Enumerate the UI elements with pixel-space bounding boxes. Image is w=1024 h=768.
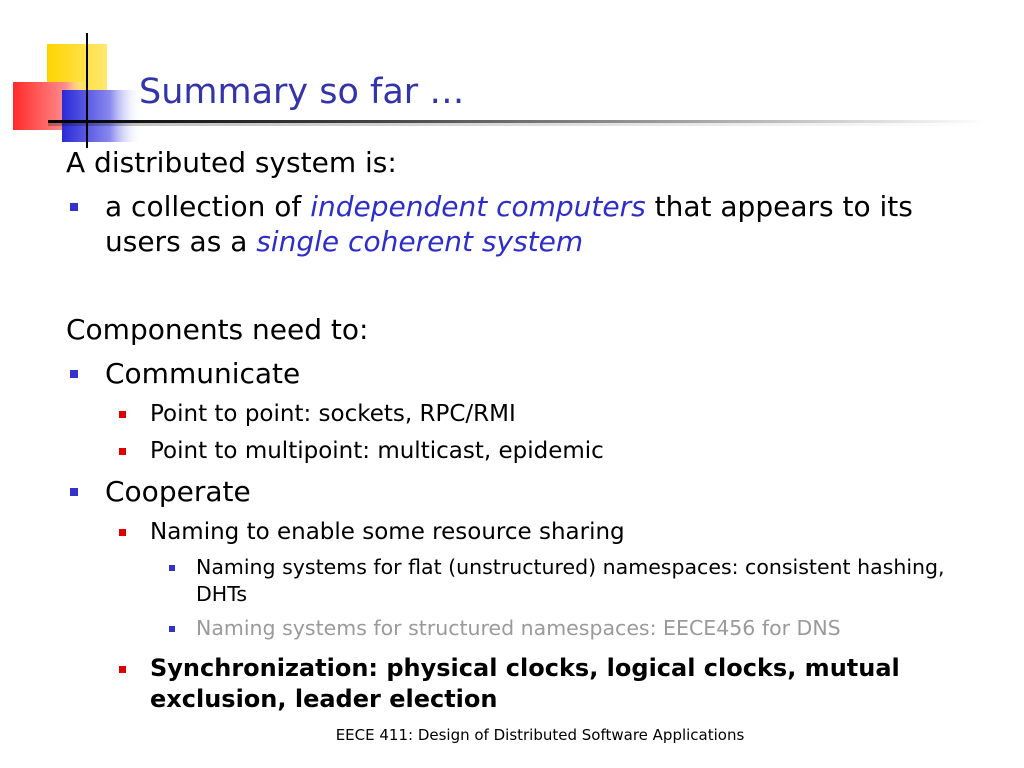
definition-heading: A distributed system is: bbox=[66, 146, 397, 179]
list-item-structured-namespaces bbox=[66, 615, 986, 642]
slide-body bbox=[66, 146, 986, 715]
list-item-label: Point to multipoint: multicast, epidemic bbox=[150, 438, 604, 464]
list-item-flat-namespaces bbox=[66, 554, 986, 608]
emphasis-single-coherent-system: single coherent system bbox=[256, 225, 584, 258]
definition-text: that appears to its users as a bbox=[105, 190, 913, 258]
slide-footer: EECE 411: Design of Distributed Software Applications bbox=[335, 726, 745, 744]
list-item-label: Point to point: sockets, RPC/RMI bbox=[150, 401, 516, 427]
list-item-synchronization bbox=[66, 653, 986, 715]
bullet-square-icon bbox=[119, 529, 126, 536]
decorative-logo bbox=[0, 0, 150, 160]
list-item-cooperate bbox=[66, 474, 986, 509]
list-item-point-to-point bbox=[66, 400, 986, 428]
bullet-square-icon bbox=[119, 448, 126, 455]
list-item-label: Communicate bbox=[105, 357, 301, 390]
bullet-square-icon bbox=[119, 411, 126, 418]
list-item-label: Synchronization: physical clocks, logical clocks, mutual exclusion, leader election bbox=[150, 654, 900, 713]
slide-title: Summary so far … bbox=[139, 72, 465, 112]
list-item-label: Naming to enable some resource sharing bbox=[150, 519, 625, 545]
bullet-square-icon bbox=[169, 565, 175, 571]
list-item-label: Naming systems for structured namespaces: EECE456 for DNS bbox=[196, 616, 841, 640]
components-heading: Components need to: bbox=[66, 313, 369, 346]
bullet-square-icon bbox=[119, 666, 126, 673]
emphasis-independent-computers: independent computers bbox=[310, 190, 646, 223]
list-item-label: Naming systems for flat (unstructured) namespaces: consistent hashing, DHTs bbox=[196, 555, 945, 606]
bullet-square-icon bbox=[169, 626, 175, 632]
definition-text: a collection of bbox=[105, 190, 311, 223]
bullet-square-icon bbox=[70, 370, 78, 378]
title-underline bbox=[48, 120, 988, 126]
bullet-square-icon bbox=[70, 203, 78, 211]
definition-bullet bbox=[66, 189, 986, 259]
list-item-label: Cooperate bbox=[105, 475, 251, 508]
list-item-point-to-multipoint bbox=[66, 437, 986, 465]
list-item-communicate bbox=[66, 356, 986, 391]
list-item-naming bbox=[66, 518, 986, 546]
bullet-square-icon bbox=[70, 488, 78, 496]
